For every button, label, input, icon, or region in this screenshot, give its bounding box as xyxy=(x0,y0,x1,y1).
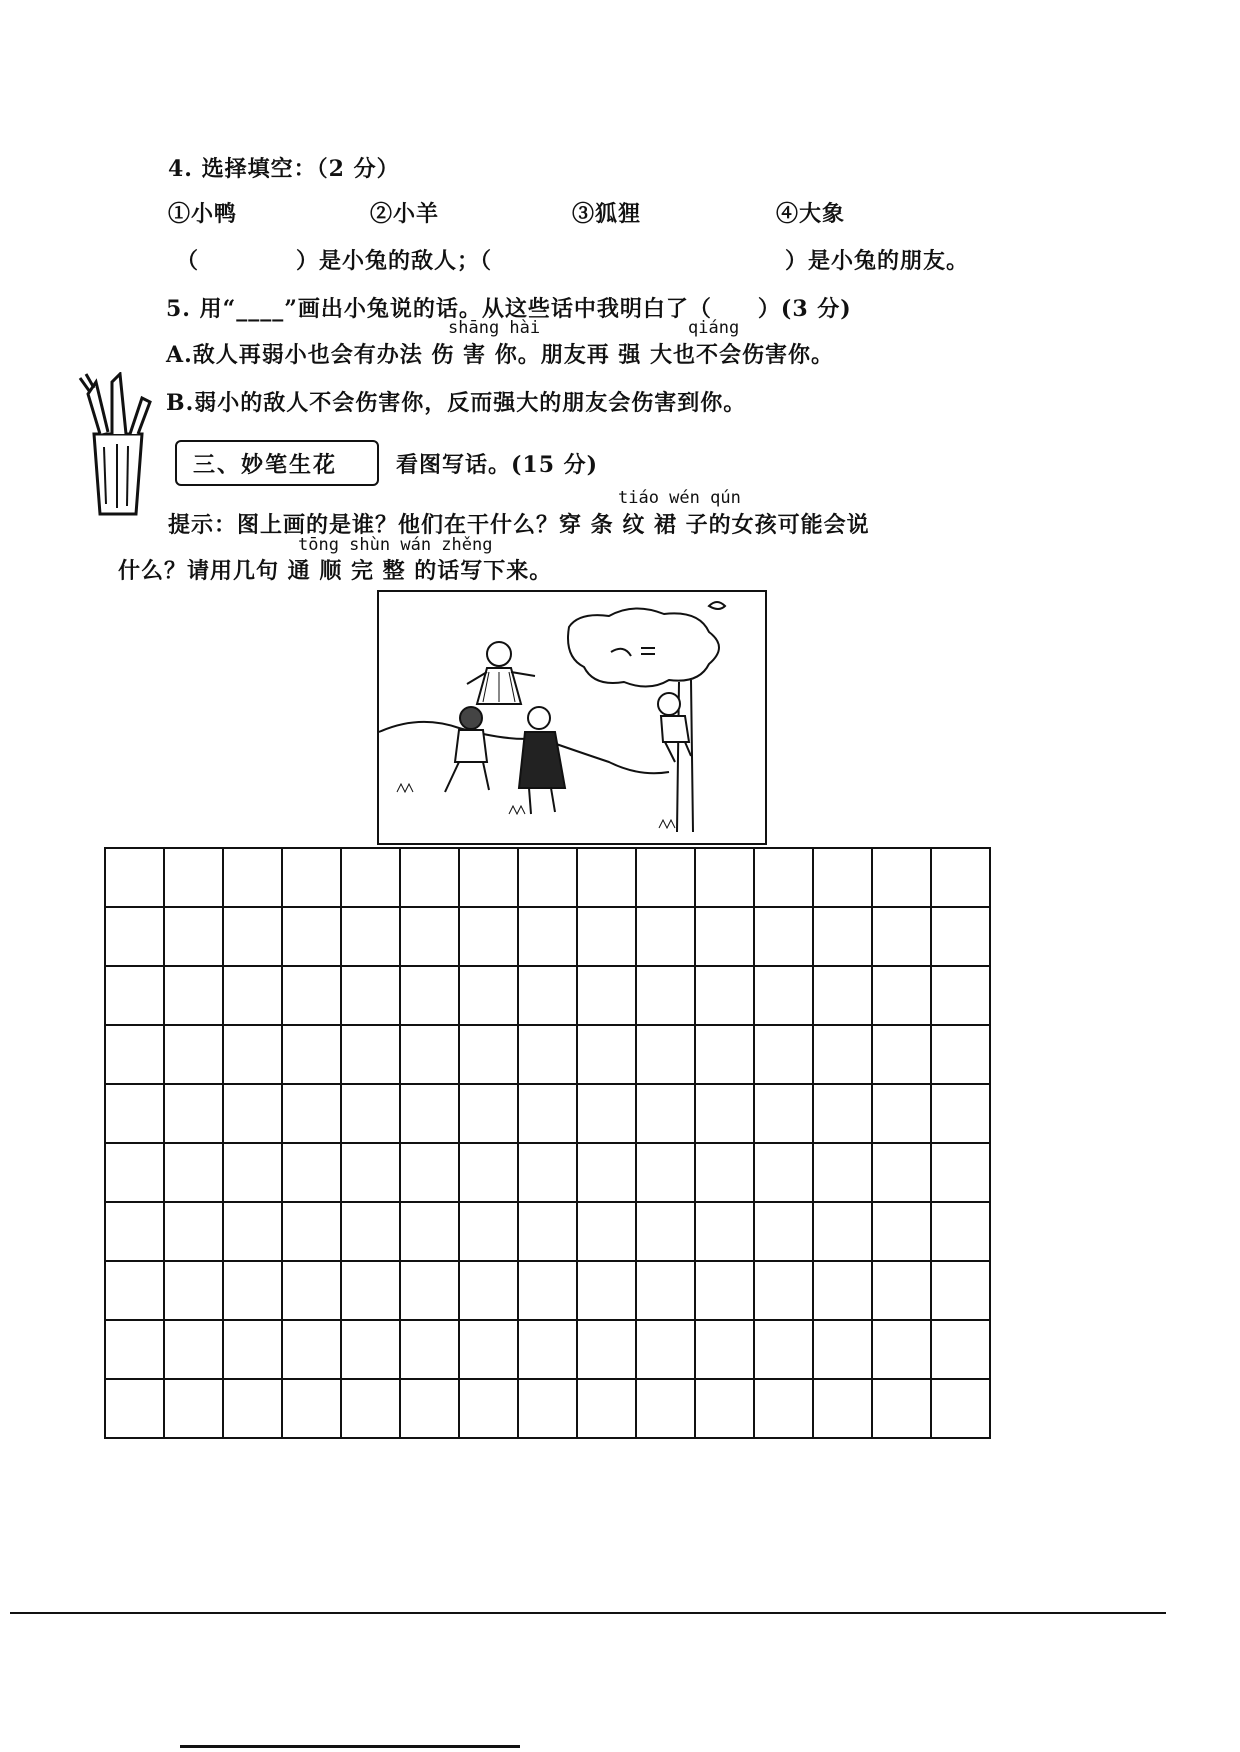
grid-cell[interactable] xyxy=(460,1085,519,1144)
grid-cell[interactable] xyxy=(755,1380,814,1439)
grid-cell[interactable] xyxy=(342,1262,401,1321)
grid-cell[interactable] xyxy=(814,1144,873,1203)
grid-cell[interactable] xyxy=(283,1380,342,1439)
grid-cell[interactable] xyxy=(696,1321,755,1380)
grid-cell[interactable] xyxy=(519,1203,578,1262)
q4-title: 4. 选择填空：（2 分） xyxy=(168,156,400,182)
grid-cell[interactable] xyxy=(165,1144,224,1203)
grid-cell[interactable] xyxy=(342,908,401,967)
grid-cell[interactable] xyxy=(401,1321,460,1380)
grid-cell[interactable] xyxy=(932,1026,991,1085)
grid-cell[interactable] xyxy=(283,967,342,1026)
grid-cell[interactable] xyxy=(460,1144,519,1203)
grid-cell[interactable] xyxy=(283,1203,342,1262)
grid-cell[interactable] xyxy=(637,1321,696,1380)
grid-cell[interactable] xyxy=(106,908,165,967)
q5-title[interactable]: 5. 用“____”画出小兔说的话。从这些话中我明白了（ ）(3 分) xyxy=(166,296,852,322)
grid-cell[interactable] xyxy=(873,1321,932,1380)
grid-cell[interactable] xyxy=(165,1203,224,1262)
grid-cell[interactable] xyxy=(873,1144,932,1203)
grid-cell[interactable] xyxy=(401,1203,460,1262)
grid-cell[interactable] xyxy=(755,1203,814,1262)
grid-cell[interactable] xyxy=(165,1321,224,1380)
grid-cell[interactable] xyxy=(401,1085,460,1144)
q4-option-1: ①小鸭 xyxy=(168,201,238,227)
grid-cell[interactable] xyxy=(755,967,814,1026)
grid-cell[interactable] xyxy=(460,1380,519,1439)
grid-cell[interactable] xyxy=(342,1026,401,1085)
grid-cell[interactable] xyxy=(460,1026,519,1085)
grid-cell[interactable] xyxy=(873,1203,932,1262)
grid-cell[interactable] xyxy=(814,849,873,908)
grid-cell[interactable] xyxy=(224,1026,283,1085)
grid-cell[interactable] xyxy=(578,1321,637,1380)
grid-cell[interactable] xyxy=(224,1085,283,1144)
grid-cell[interactable] xyxy=(932,849,991,908)
grid-cell[interactable] xyxy=(873,1380,932,1439)
grid-cell[interactable] xyxy=(519,1380,578,1439)
grid-cell[interactable] xyxy=(401,967,460,1026)
grid-cell[interactable] xyxy=(283,849,342,908)
hint-pinyin-2: tōng shùn wán zhěng xyxy=(298,535,493,555)
grid-cell[interactable] xyxy=(578,1085,637,1144)
grid-cell[interactable] xyxy=(755,1262,814,1321)
q4-friend-text[interactable]: ）是小兔的朋友。 xyxy=(785,248,970,274)
grid-cell[interactable] xyxy=(578,849,637,908)
writing-prompt-picture xyxy=(377,590,767,845)
grid-cell[interactable] xyxy=(578,1026,637,1085)
section3-title-box xyxy=(175,440,379,486)
grid-cell[interactable] xyxy=(460,908,519,967)
q5-option-a[interactable]: A.敌人再弱小也会有办法 伤 害 你。朋友再 强 大也不会伤害你。 xyxy=(166,342,835,368)
grid-cell[interactable] xyxy=(578,1262,637,1321)
q4-blank-left: （ xyxy=(176,248,200,274)
grid-cell[interactable] xyxy=(283,1085,342,1144)
grid-cell[interactable] xyxy=(519,849,578,908)
q5-pinyin-qiang: qiáng xyxy=(688,318,740,338)
writing-grid[interactable] xyxy=(104,847,991,1439)
grid-cell[interactable] xyxy=(106,1085,165,1144)
grid-cell[interactable] xyxy=(696,1085,755,1144)
q4-option-4: ④大象 xyxy=(776,201,846,227)
grid-cell[interactable] xyxy=(755,908,814,967)
page-divider xyxy=(10,1612,1166,1614)
grid-cell[interactable] xyxy=(932,908,991,967)
grid-cell[interactable] xyxy=(932,1380,991,1439)
grid-cell[interactable] xyxy=(342,1144,401,1203)
grid-cell[interactable] xyxy=(873,908,932,967)
grid-cell[interactable] xyxy=(696,849,755,908)
grid-cell[interactable] xyxy=(519,1085,578,1144)
grid-cell[interactable] xyxy=(519,1321,578,1380)
grid-cell[interactable] xyxy=(637,1085,696,1144)
grid-cell[interactable] xyxy=(637,1203,696,1262)
section3-title: 三、妙笔生花 xyxy=(193,452,338,478)
grid-cell[interactable] xyxy=(696,1144,755,1203)
grid-cell[interactable] xyxy=(932,967,991,1026)
grid-cell[interactable] xyxy=(165,908,224,967)
hint-line-1: 提示：图上画的是谁？他们在干什么？穿 条 纹 裙 子的女孩可能会说 xyxy=(168,512,870,538)
grid-cell[interactable] xyxy=(637,849,696,908)
grid-cell[interactable] xyxy=(401,1262,460,1321)
grid-cell[interactable] xyxy=(224,908,283,967)
grid-cell[interactable] xyxy=(519,967,578,1026)
grid-cell[interactable] xyxy=(814,1380,873,1439)
grid-cell[interactable] xyxy=(873,1262,932,1321)
q5-pinyin-shanghai: shāng hài xyxy=(448,318,541,338)
grid-cell[interactable] xyxy=(283,1321,342,1380)
grid-cell[interactable] xyxy=(696,1026,755,1085)
grid-cell[interactable] xyxy=(106,1144,165,1203)
grid-cell[interactable] xyxy=(814,967,873,1026)
grid-cell[interactable] xyxy=(165,1026,224,1085)
grid-cell[interactable] xyxy=(165,1262,224,1321)
grid-cell[interactable] xyxy=(401,1144,460,1203)
grid-cell[interactable] xyxy=(224,1262,283,1321)
grid-cell[interactable] xyxy=(814,1026,873,1085)
grid-cell[interactable] xyxy=(106,1203,165,1262)
hint-pinyin-1: tiáo wén qún xyxy=(618,488,741,508)
grid-cell[interactable] xyxy=(283,1026,342,1085)
grid-cell[interactable] xyxy=(696,908,755,967)
grid-cell[interactable] xyxy=(342,967,401,1026)
grid-cell[interactable] xyxy=(165,967,224,1026)
grid-cell[interactable] xyxy=(873,1026,932,1085)
grid-cell[interactable] xyxy=(578,908,637,967)
grid-cell[interactable] xyxy=(637,967,696,1026)
grid-cell[interactable] xyxy=(696,1380,755,1439)
grid-cell[interactable] xyxy=(342,1085,401,1144)
grid-cell[interactable] xyxy=(224,1144,283,1203)
grid-cell[interactable] xyxy=(224,849,283,908)
grid-cell[interactable] xyxy=(578,1203,637,1262)
hint-line-2: 什么？请用几句 通 顺 完 整 的话写下来。 xyxy=(118,558,553,584)
grid-cell[interactable] xyxy=(224,1380,283,1439)
grid-cell[interactable] xyxy=(165,1380,224,1439)
grid-cell[interactable] xyxy=(519,1262,578,1321)
grid-cell[interactable] xyxy=(814,1203,873,1262)
grid-cell[interactable] xyxy=(637,1144,696,1203)
grid-cell[interactable] xyxy=(460,1262,519,1321)
grid-cell[interactable] xyxy=(578,967,637,1026)
grid-cell[interactable] xyxy=(637,1380,696,1439)
grid-cell[interactable] xyxy=(460,967,519,1026)
grid-cell[interactable] xyxy=(873,1085,932,1144)
grid-cell[interactable] xyxy=(873,967,932,1026)
grid-cell[interactable] xyxy=(637,1262,696,1321)
grid-cell[interactable] xyxy=(814,1321,873,1380)
grid-cell[interactable] xyxy=(106,1321,165,1380)
grid-cell[interactable] xyxy=(932,1085,991,1144)
grid-cell[interactable] xyxy=(814,908,873,967)
grid-cell[interactable] xyxy=(932,1262,991,1321)
grid-cell[interactable] xyxy=(224,967,283,1026)
grid-cell[interactable] xyxy=(578,1380,637,1439)
q5-option-b[interactable]: B.弱小的敌人不会伤害你，反而强大的朋友会伤害到你。 xyxy=(166,390,747,416)
grid-cell[interactable] xyxy=(224,1321,283,1380)
grid-cell[interactable] xyxy=(106,1026,165,1085)
grid-cell[interactable] xyxy=(106,967,165,1026)
grid-cell[interactable] xyxy=(637,908,696,967)
grid-cell[interactable] xyxy=(519,1144,578,1203)
grid-cell[interactable] xyxy=(637,1026,696,1085)
grid-cell[interactable] xyxy=(755,1026,814,1085)
grid-cell[interactable] xyxy=(342,1321,401,1380)
grid-cell[interactable] xyxy=(932,1144,991,1203)
grid-cell[interactable] xyxy=(755,849,814,908)
grid-cell[interactable] xyxy=(932,1321,991,1380)
grid-cell[interactable] xyxy=(814,1262,873,1321)
grid-cell[interactable] xyxy=(519,1026,578,1085)
grid-cell[interactable] xyxy=(460,1321,519,1380)
grid-cell[interactable] xyxy=(165,1085,224,1144)
grid-cell[interactable] xyxy=(401,1380,460,1439)
grid-cell[interactable] xyxy=(106,1262,165,1321)
grid-cell[interactable] xyxy=(401,1026,460,1085)
pencil-cup-icon xyxy=(72,372,162,522)
grid-cell[interactable] xyxy=(106,849,165,908)
q4-enemy-text[interactable]: ）是小兔的敌人；（ xyxy=(296,248,493,274)
q4-option-3: ③狐狸 xyxy=(572,201,642,227)
grid-cell[interactable] xyxy=(932,1203,991,1262)
grid-cell[interactable] xyxy=(106,1380,165,1439)
section3-instruction: 看图写话。(15 分) xyxy=(396,452,599,478)
grid-cell[interactable] xyxy=(519,908,578,967)
footer-dash xyxy=(180,1745,520,1748)
grid-cell[interactable] xyxy=(342,1380,401,1439)
grid-cell[interactable] xyxy=(342,1203,401,1262)
grid-cell[interactable] xyxy=(460,1203,519,1262)
grid-cell[interactable] xyxy=(873,849,932,908)
grid-cell[interactable] xyxy=(755,1144,814,1203)
grid-cell[interactable] xyxy=(696,967,755,1026)
grid-cell[interactable] xyxy=(165,849,224,908)
grid-cell[interactable] xyxy=(401,849,460,908)
grid-cell[interactable] xyxy=(755,1085,814,1144)
grid-cell[interactable] xyxy=(401,908,460,967)
grid-cell[interactable] xyxy=(342,849,401,908)
grid-cell[interactable] xyxy=(283,1262,342,1321)
grid-cell[interactable] xyxy=(224,1203,283,1262)
grid-cell[interactable] xyxy=(696,1262,755,1321)
grid-cell[interactable] xyxy=(283,1144,342,1203)
q4-option-2: ②小羊 xyxy=(370,201,440,227)
grid-cell[interactable] xyxy=(283,908,342,967)
grid-cell[interactable] xyxy=(460,849,519,908)
grid-cell[interactable] xyxy=(755,1321,814,1380)
grid-cell[interactable] xyxy=(578,1144,637,1203)
grid-cell[interactable] xyxy=(814,1085,873,1144)
grid-cell[interactable] xyxy=(696,1203,755,1262)
